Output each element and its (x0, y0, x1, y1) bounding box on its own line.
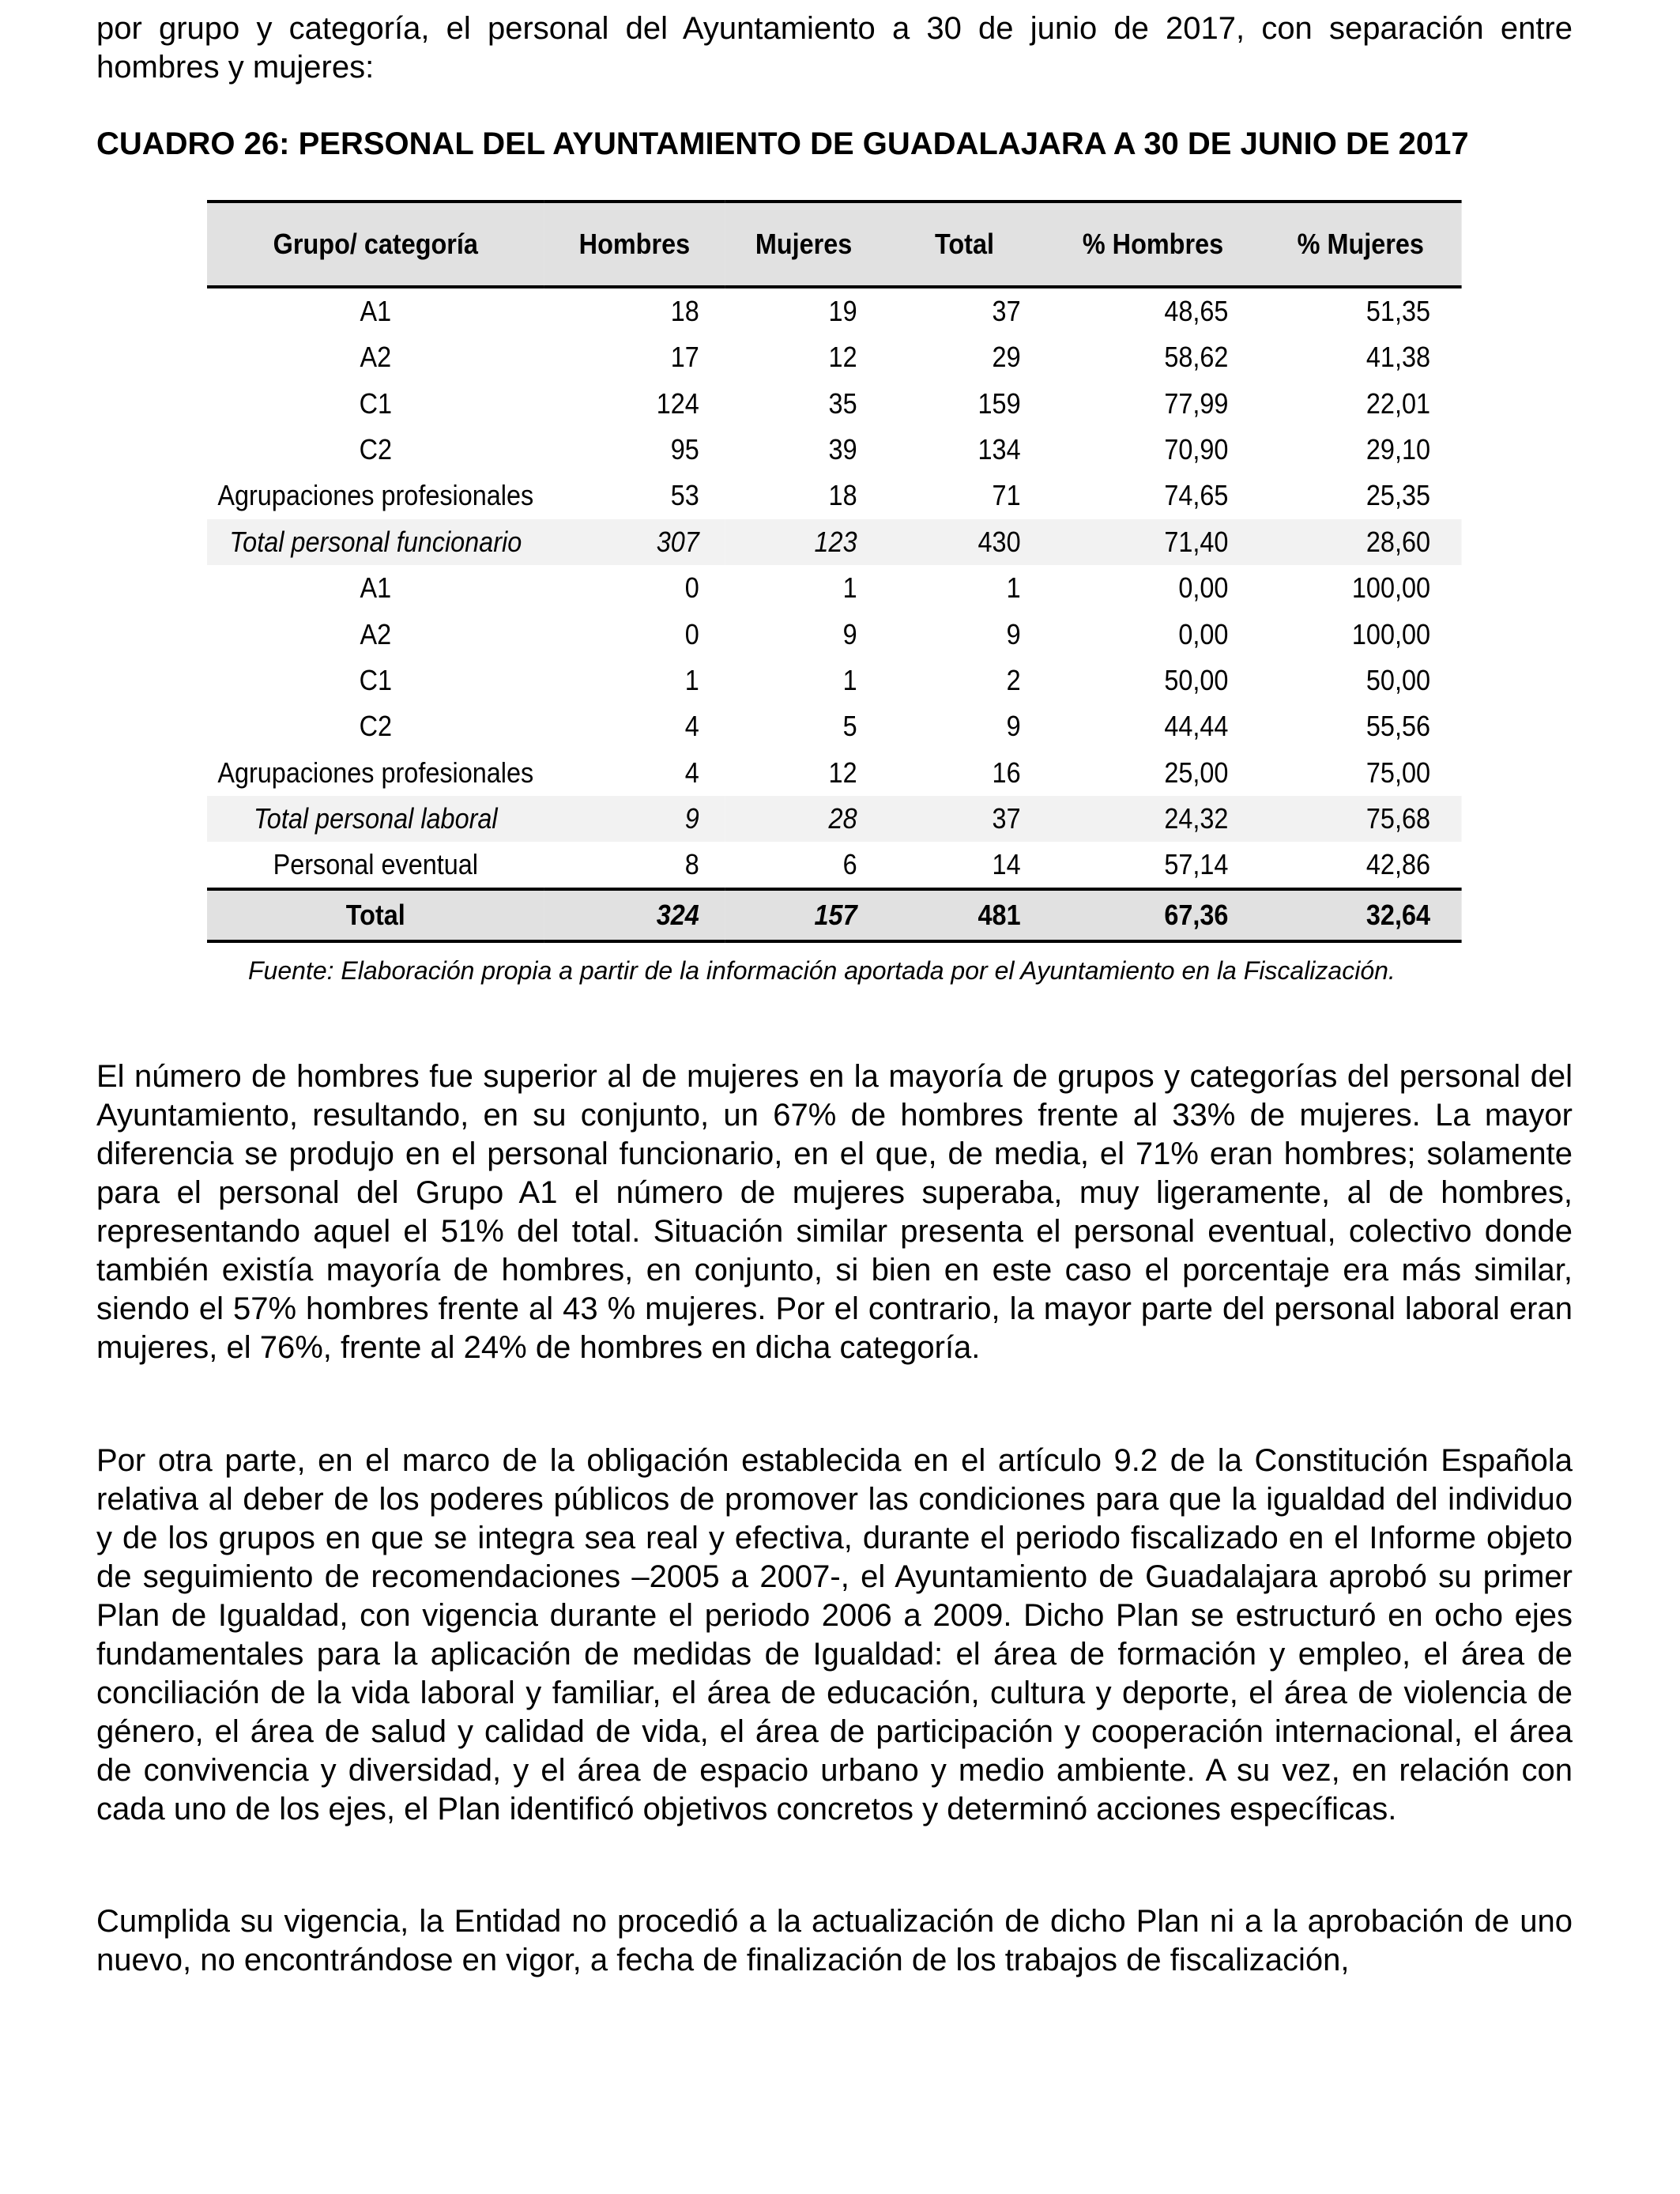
cell-pct-hombres: 57,14 (1164, 848, 1229, 881)
cell-pct-mujeres: 75,00 (1365, 756, 1430, 789)
body-paragraph: El número de hombres fue superior al de mujeres en la mayoría de grupos y categorías del personal del Ayuntamiento, resultando, en su conjunto, un 67% de hombres frente al 33% de mujeres. La mayor diferencia se produjo en el personal funcionario, en el que, de media, el 71% eran hombres; solamente para el personal del Grupo A1 el número de mujeres superaba, muy ligeramente, al de hombres, representando aquel el 51% del total. Situación similar presenta el personal eventual, colectivo donde también existía mayoría de hombres, en conjunto, si bien en este caso el porcentaje era más similar, siendo el 57% hombres frente al 43 % mujeres. Por el contrario, la mayor parte del personal laboral eran mujeres, el 76%, frente al 24% de hombres en dicha categoría. (96, 1059, 1573, 1365)
cell-pct-hombres: 77,99 (1164, 386, 1229, 420)
cell-mujeres: 12 (828, 756, 857, 789)
cell-total: 16 (992, 756, 1021, 789)
table-caption: CUADRO 26: PERSONAL DEL AYUNTAMIENTO DE GUADALAJARA A 30 DE JUNIO DE 2017 (96, 126, 1469, 161)
cell-total: 71 (992, 479, 1021, 512)
table-row (207, 380, 1462, 426)
row-label: A1 (360, 295, 392, 327)
header-total: Total (934, 228, 994, 260)
cell-mujeres: 19 (828, 295, 857, 327)
row-label: C2 (359, 710, 393, 743)
cell-hombres: 17 (670, 341, 699, 374)
cell-pct-hombres: 44,44 (1164, 710, 1229, 743)
cell-mujeres: 6 (842, 848, 857, 881)
cell-total: 481 (977, 899, 1021, 932)
header-pct-mujeres: % Mujeres (1297, 228, 1424, 260)
cell-hombres: 4 (684, 756, 699, 789)
subtotal-row-laboral (207, 796, 1462, 842)
table-row (207, 842, 1462, 889)
cell-pct-hombres: 50,00 (1164, 663, 1229, 696)
header-mujeres: Mujeres (755, 228, 853, 260)
subtotal-row-funcionario (207, 519, 1462, 565)
cell-total: 9 (1006, 710, 1021, 743)
cell-mujeres: 39 (828, 432, 857, 466)
cell-pct-mujeres: 55,56 (1365, 710, 1430, 743)
table-row (207, 287, 1462, 334)
cell-hombres: 8 (684, 848, 699, 881)
body-paragraph: Cumplida su vigencia, la Entidad no procedió a la actualización de dicho Plan ni a la aprobación de uno nuevo, no encontrándose en vigor, a fecha de finalización de los trabajos de fiscalización, (96, 1904, 1573, 1977)
cell-hombres: 18 (670, 295, 699, 327)
grand-total-row (207, 889, 1462, 941)
cell-mujeres: 9 (842, 617, 857, 650)
row-label: A1 (360, 571, 392, 605)
row-label: Agrupaciones profesionales (217, 479, 534, 512)
table-row (207, 611, 1462, 657)
cell-pct-mujeres: 22,01 (1365, 386, 1430, 420)
cell-mujeres: 28 (828, 802, 857, 835)
cell-hombres: 307 (656, 525, 699, 558)
cell-pct-hombres: 0,00 (1178, 617, 1229, 650)
cell-pct-mujeres: 29,10 (1365, 432, 1430, 466)
cell-total: 29 (992, 341, 1021, 374)
cell-mujeres: 5 (842, 710, 857, 743)
cell-pct-hombres: 70,90 (1164, 432, 1229, 466)
cell-total: 14 (992, 848, 1021, 881)
row-label: Total personal laboral (253, 802, 498, 835)
cell-total: 159 (977, 386, 1021, 420)
row-label: C1 (359, 386, 393, 420)
cell-hombres: 53 (670, 479, 699, 512)
cell-pct-mujeres: 32,64 (1365, 899, 1430, 932)
cell-mujeres: 18 (828, 479, 857, 512)
cell-total: 2 (1006, 663, 1021, 696)
cell-total: 9 (1006, 617, 1021, 650)
cell-pct-hombres: 67,36 (1164, 899, 1229, 932)
cell-hombres: 0 (684, 571, 699, 605)
cell-pct-mujeres: 75,68 (1365, 802, 1430, 835)
staff-table (207, 200, 1462, 943)
row-label: Total (345, 899, 405, 932)
cell-hombres: 1 (684, 663, 699, 696)
table-row (207, 703, 1462, 749)
cell-pct-mujeres: 41,38 (1365, 341, 1430, 374)
cell-pct-hombres: 58,62 (1164, 341, 1229, 374)
cell-mujeres: 157 (814, 899, 857, 932)
table-row (207, 750, 1462, 796)
row-label: Agrupaciones profesionales (217, 756, 534, 789)
row-label: Total personal funcionario (229, 525, 522, 558)
cell-pct-mujeres: 50,00 (1365, 663, 1430, 696)
cell-pct-mujeres: 100,00 (1351, 571, 1430, 605)
cell-hombres: 124 (656, 386, 699, 420)
table-source-note: Fuente: Elaboración propia a partir de la información aportada por el Ayuntamiento en la Fiscalización. (248, 956, 1396, 985)
cell-pct-mujeres: 100,00 (1351, 617, 1430, 650)
cell-pct-hombres: 48,65 (1164, 295, 1229, 327)
cell-pct-hombres: 24,32 (1164, 802, 1229, 835)
cell-mujeres: 123 (814, 525, 857, 558)
row-label: A2 (360, 617, 392, 650)
header-pct-hombres: % Hombres (1082, 228, 1224, 260)
staff-table-wrapper (207, 200, 1462, 943)
cell-hombres: 9 (684, 802, 699, 835)
row-label: C1 (359, 663, 393, 696)
cell-pct-hombres: 71,40 (1164, 525, 1229, 558)
cell-mujeres: 35 (828, 386, 857, 420)
table-row (207, 427, 1462, 473)
cell-total: 37 (992, 295, 1021, 327)
intro-paragraph: por grupo y categoría, el personal del Ayuntamiento a 30 de junio de 2017, con separación entre hombres y mujeres: (96, 11, 1573, 85)
cell-total: 134 (977, 432, 1021, 466)
header-hombres: Hombres (578, 228, 691, 260)
header-grupo-categoria: Grupo/ categoría (273, 228, 478, 260)
row-label: A2 (360, 341, 392, 374)
cell-pct-hombres: 25,00 (1164, 756, 1229, 789)
cell-mujeres: 12 (828, 341, 857, 374)
row-label: Personal eventual (273, 848, 478, 881)
table-row (207, 565, 1462, 611)
table-row (207, 334, 1462, 380)
cell-hombres: 0 (684, 617, 699, 650)
cell-pct-mujeres: 51,35 (1365, 295, 1430, 327)
cell-mujeres: 1 (842, 663, 857, 696)
cell-pct-mujeres: 42,86 (1365, 848, 1430, 881)
cell-pct-hombres: 74,65 (1164, 479, 1229, 512)
body-paragraph: Por otra parte, en el marco de la obligación establecida en el artículo 9.2 de la Constitución Española relativa al deber de los poderes públicos de promover las condiciones para que la igualdad del individuo y de los grupos en que se integra sea real y efectiva, durante el periodo fiscalizado en el Informe objeto de seguimiento de recomendaciones –2005 a 2007-, el Ayuntamiento de Guadalajara aprobó su primer Plan de Igualdad, con vigencia durante el periodo 2006 a 2009. Dicho Plan se estructuró en ocho ejes fundamentales para la aplicación de medidas de Igualdad: el área de formación y empleo, el área de conciliación de la vida laboral y familiar, el área de educación, cultura y deporte, el área de violencia de género, el área de salud y calidad de vida, el área de participación y cooperación internacional, el área de convivencia y diversidad, y el área de espacio urbano y medio ambiente. A su vez, en relación con cada uno de los ejes, el Plan identificó objetivos concretos y determinó acciones específicas. (96, 1443, 1573, 1826)
cell-hombres: 95 (670, 432, 699, 466)
cell-hombres: 4 (684, 710, 699, 743)
table-row (207, 658, 1462, 703)
cell-total: 430 (977, 525, 1021, 558)
cell-pct-mujeres: 25,35 (1365, 479, 1430, 512)
cell-mujeres: 1 (842, 571, 857, 605)
cell-pct-mujeres: 28,60 (1365, 525, 1430, 558)
cell-hombres: 324 (656, 899, 699, 932)
cell-total: 37 (992, 802, 1021, 835)
row-label: C2 (359, 432, 393, 466)
table-header-row (207, 202, 1462, 287)
cell-total: 1 (1006, 571, 1021, 605)
table-row (207, 473, 1462, 518)
cell-pct-hombres: 0,00 (1178, 571, 1229, 605)
